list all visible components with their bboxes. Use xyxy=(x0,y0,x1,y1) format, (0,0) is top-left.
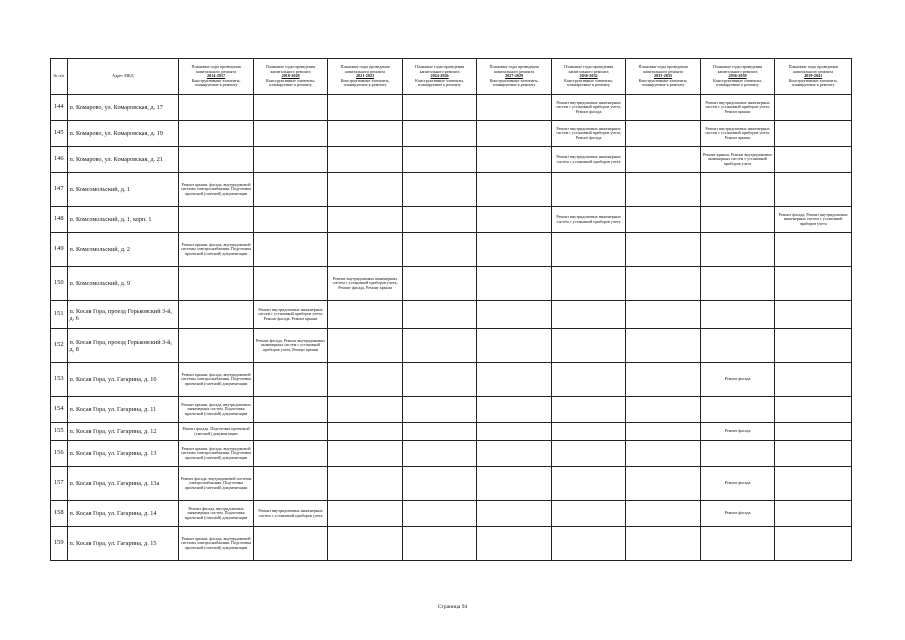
repair-works-cell xyxy=(477,329,552,363)
row-number: 156 xyxy=(51,441,68,467)
repair-works-cell xyxy=(328,363,403,397)
row-number: 150 xyxy=(51,267,68,301)
table-row xyxy=(51,173,852,207)
column-header-period xyxy=(775,59,852,95)
repair-works-cell: Ремонт фасада xyxy=(700,423,775,441)
repair-works-cell xyxy=(551,173,626,207)
repair-works-cell: Ремонт фасада, Ремонт внутридомовых инженерных систем с установкой приборов учета, Ремонт крыши xyxy=(253,329,328,363)
repair-works-cell xyxy=(402,121,477,147)
row-address: п. Косая Гора, ул. Гагарина, д. 13а xyxy=(67,467,179,501)
repair-works-cell xyxy=(477,121,552,147)
repair-works-cell: Ремонт внутридомовых инженерных систем с установкой приборов учета xyxy=(253,501,328,527)
column-header-period xyxy=(477,59,552,95)
repair-works-cell xyxy=(700,301,775,329)
repair-works-cell xyxy=(328,121,403,147)
row-address: п. Комарово, ул. Комаровская, д. 21 xyxy=(67,147,179,173)
repair-works-cell xyxy=(253,363,328,397)
row-number: 155 xyxy=(51,423,68,441)
repair-works-cell xyxy=(402,397,477,423)
repair-works-cell: Ремонт внутридомовых инженерных систем с установкой приборов учета, Ремонт фасада, Ремонт крыши xyxy=(328,267,403,301)
repair-works-cell xyxy=(253,527,328,561)
repair-works-cell xyxy=(253,267,328,301)
repair-works-cell xyxy=(626,173,701,207)
repair-works-cell xyxy=(775,527,852,561)
repair-works-cell xyxy=(775,501,852,527)
repair-works-cell xyxy=(775,121,852,147)
repair-works-cell xyxy=(328,467,403,501)
repair-works-cell xyxy=(551,441,626,467)
table-body xyxy=(51,95,852,561)
row-address: п. Косая Гора, ул. Гагарина, д. 10 xyxy=(67,363,179,397)
repair-works-cell xyxy=(626,267,701,301)
repair-works-cell: Ремонт крыши, Ремонт внутридомовых инженерных систем с установкой приборов учета xyxy=(700,147,775,173)
repair-works-cell xyxy=(328,441,403,467)
row-number: 147 xyxy=(51,173,68,207)
repair-works-cell xyxy=(775,95,852,121)
row-address: п. Косая Гора, ул. Гагарина, д. 15 xyxy=(67,527,179,561)
repair-works-cell xyxy=(551,301,626,329)
row-address: п. Косая Гора, ул. Гагарина, д. 13 xyxy=(67,441,179,467)
repair-works-cell: Ремонт крыши, фасада, внутридомовой системы электроснабжения. Подготовка проектной (сметной) документации xyxy=(179,363,254,397)
repair-works-cell xyxy=(551,527,626,561)
repair-works-cell xyxy=(626,397,701,423)
column-header-period xyxy=(328,59,403,95)
repair-works-cell xyxy=(328,527,403,561)
repair-works-cell xyxy=(402,441,477,467)
repair-works-cell xyxy=(402,207,477,233)
row-address: п. Косая Гора, ул. Гагарина, д. 12 xyxy=(67,423,179,441)
repair-works-cell xyxy=(551,329,626,363)
repair-works-cell xyxy=(179,207,254,233)
repair-works-cell: Ремонт фасада, внутридомовой системы электроснабжения. Подготовка проектной (сметной) документации xyxy=(179,467,254,501)
repair-works-cell xyxy=(700,173,775,207)
repair-works-cell xyxy=(328,423,403,441)
repair-works-cell xyxy=(328,233,403,267)
table-row xyxy=(51,267,852,301)
repair-works-cell xyxy=(775,147,852,173)
table-row xyxy=(51,363,852,397)
period-years: 2033-2035 xyxy=(653,73,673,79)
column-header-period xyxy=(179,59,254,95)
column-header-period xyxy=(700,59,775,95)
repair-works-cell xyxy=(626,233,701,267)
row-address: п. Комсомольский, д. 1, корп. 1 xyxy=(67,207,179,233)
row-address: п. Косая Гора, проезд Горьковский 3-й, д. 8 xyxy=(67,329,179,363)
repair-works-cell xyxy=(402,301,477,329)
repair-works-cell xyxy=(253,423,328,441)
repair-works-cell xyxy=(402,95,477,121)
column-header-period xyxy=(402,59,477,95)
repair-works-cell xyxy=(477,363,552,397)
row-address: п. Комсомольский, д. 9 xyxy=(67,267,179,301)
row-address: п. Комсомольский, д. 2 xyxy=(67,233,179,267)
row-number: 159 xyxy=(51,527,68,561)
row-number: 158 xyxy=(51,501,68,527)
repair-works-cell: Ремонт крыши, фасада, внутридомовой системы электроснабжения. Подготовка проектной (сметной) документации xyxy=(179,233,254,267)
repair-works-cell xyxy=(551,501,626,527)
repair-works-cell xyxy=(551,423,626,441)
repair-works-cell xyxy=(402,329,477,363)
period-years: 2036-2038 xyxy=(728,73,747,79)
period-title: Плановые годы проведения капитального ремонта xyxy=(712,64,763,74)
period-years: 2039-2041 xyxy=(804,73,823,79)
repair-works-cell xyxy=(477,397,552,423)
repair-works-cell xyxy=(402,363,477,397)
row-number: 146 xyxy=(51,147,68,173)
repair-works-cell: Ремонт внутридомовых инженерных систем с установкой приборов учета, Ремонт фасада, Ремонт крыши xyxy=(253,301,328,329)
repair-works-cell xyxy=(775,301,852,329)
repair-works-cell xyxy=(402,267,477,301)
row-address: п. Комарово, ул. Комаровская, д. 19 xyxy=(67,121,179,147)
period-subtitle: Конструктивные элементы, планируемые к ремонту xyxy=(340,77,390,88)
repair-works-cell xyxy=(253,397,328,423)
repair-works-cell xyxy=(700,397,775,423)
repair-works-cell xyxy=(477,527,552,561)
repair-works-cell: Ремонт крыши, фасада, внутридомовой системы электроснабжения. Подготовка проектной (сметной) документации xyxy=(179,441,254,467)
repair-works-cell xyxy=(477,95,552,121)
repair-works-cell: Ремонт крыши, фасада, внутридомовой системы электроснабжения. Подготовка проектной (сметной) документации xyxy=(179,527,254,561)
page-number: Страница 94 xyxy=(437,604,468,610)
repair-works-cell xyxy=(179,121,254,147)
repair-works-cell xyxy=(775,423,852,441)
repair-works-cell xyxy=(626,501,701,527)
period-years: 2018-2020 xyxy=(281,73,300,79)
column-header-period xyxy=(253,59,328,95)
repair-works-cell xyxy=(402,173,477,207)
repair-works-cell xyxy=(700,207,775,233)
capital-repair-table xyxy=(50,58,852,561)
repair-works-cell xyxy=(626,207,701,233)
repair-works-cell xyxy=(328,301,403,329)
repair-works-cell xyxy=(626,147,701,173)
repair-works-cell xyxy=(179,147,254,173)
repair-works-cell xyxy=(626,423,701,441)
repair-works-cell xyxy=(402,423,477,441)
repair-works-cell xyxy=(626,441,701,467)
table-row xyxy=(51,423,852,441)
row-address: п. Комарово, ул. Комаровская, д. 17 xyxy=(67,95,179,121)
repair-works-cell xyxy=(402,233,477,267)
table-row xyxy=(51,527,852,561)
period-subtitle: Конструктивные элементы, планируемые к ремонту xyxy=(713,77,762,88)
column-header-period xyxy=(626,59,701,95)
period-subtitle: Конструктивные элементы, планируемые к ремонту xyxy=(489,77,539,88)
repair-works-cell: Ремонт внутридомовых инженерных систем с установкой приборов учета, Ремонт крыши xyxy=(700,121,775,147)
column-header-period xyxy=(551,59,626,95)
row-number: 149 xyxy=(51,233,68,267)
repair-works-cell xyxy=(775,467,852,501)
row-number: 152 xyxy=(51,329,68,363)
row-number: 148 xyxy=(51,207,68,233)
period-years: 2030-2032 xyxy=(579,73,598,79)
table-row xyxy=(51,95,852,121)
repair-works-cell xyxy=(775,329,852,363)
row-number: 153 xyxy=(51,363,68,397)
repair-works-cell xyxy=(477,147,552,173)
period-years: 2021-2023 xyxy=(355,73,375,79)
period-subtitle: Конструктивные элементы, планируемые к ремонту xyxy=(788,77,838,88)
repair-works-cell xyxy=(477,467,552,501)
repair-works-cell xyxy=(179,301,254,329)
repair-works-cell xyxy=(179,329,254,363)
period-years: 2014-2017 xyxy=(206,73,226,79)
repair-works-cell xyxy=(775,397,852,423)
repair-works-cell xyxy=(551,397,626,423)
table-row xyxy=(51,233,852,267)
repair-works-cell xyxy=(477,173,552,207)
repair-works-cell xyxy=(477,301,552,329)
repair-works-cell xyxy=(775,267,852,301)
repair-works-cell xyxy=(328,207,403,233)
repair-works-cell xyxy=(775,233,852,267)
table-row xyxy=(51,147,852,173)
repair-works-cell xyxy=(179,267,254,301)
table-row xyxy=(51,121,852,147)
repair-works-cell: Ремонт крыши, фасада, внутридомовой системы электроснабжения. Подготовка проектной (сметной) документации xyxy=(179,173,254,207)
table-row xyxy=(51,467,852,501)
repair-works-cell xyxy=(775,441,852,467)
repair-works-cell xyxy=(700,441,775,467)
repair-works-cell xyxy=(328,173,403,207)
table-row xyxy=(51,441,852,467)
table-row xyxy=(51,301,852,329)
period-subtitle: Конструктивные элементы, планируемые к ремонту xyxy=(266,77,315,88)
table-row xyxy=(51,397,852,423)
repair-works-cell xyxy=(775,363,852,397)
repair-works-cell: Ремонт фасада, внутридомовых инженерных систем. Подготовка проектной (сметной) документации xyxy=(179,501,254,527)
repair-works-cell xyxy=(477,423,552,441)
period-title: Плановые годы проведения капитального ремонта xyxy=(340,64,390,74)
repair-works-cell xyxy=(179,95,254,121)
repair-works-cell xyxy=(253,121,328,147)
repair-works-cell: Ремонт фасада xyxy=(700,363,775,397)
repair-works-cell xyxy=(700,329,775,363)
period-title: Плановые годы проведения капитального ремонта xyxy=(563,64,614,74)
repair-works-cell xyxy=(551,467,626,501)
repair-works-cell: Ремонт фасада xyxy=(700,467,775,501)
row-number: 144 xyxy=(51,95,68,121)
repair-works-cell xyxy=(626,301,701,329)
repair-works-cell: Ремонт фасада xyxy=(700,501,775,527)
repair-works-cell xyxy=(551,267,626,301)
period-title: Плановые годы проведения капитального ремонта xyxy=(489,64,539,74)
repair-works-cell: Ремонт внутридомовых инженерных систем с установкой приборов учета, Ремонт крыши xyxy=(700,95,775,121)
row-number: 151 xyxy=(51,301,68,329)
row-number: 145 xyxy=(51,121,68,147)
row-number: 157 xyxy=(51,467,68,501)
repair-works-cell xyxy=(626,329,701,363)
period-subtitle: Конструктивные элементы, планируемые к ремонту xyxy=(415,77,464,88)
repair-works-cell xyxy=(328,329,403,363)
row-number: 154 xyxy=(51,397,68,423)
period-subtitle: Конструктивные элементы, планируемые к ремонту xyxy=(638,77,688,88)
repair-works-cell xyxy=(402,501,477,527)
repair-works-cell: Ремонт фасада. Подготовка проектной (сметной) документации xyxy=(179,423,254,441)
repair-works-cell xyxy=(402,467,477,501)
table-row xyxy=(51,501,852,527)
repair-works-cell xyxy=(253,467,328,501)
repair-works-cell: Ремонт крыши, фасада, внутридомовых инженерных систем. Подготовка проектной (сметной) документации xyxy=(179,397,254,423)
repair-works-cell xyxy=(328,95,403,121)
table-row xyxy=(51,207,852,233)
period-subtitle: Конструктивные элементы, планируемые к ремонту xyxy=(191,77,241,88)
repair-works-cell xyxy=(626,527,701,561)
column-header-number: № п/п xyxy=(51,59,68,95)
repair-works-cell xyxy=(700,527,775,561)
row-address: п. Косая Гора, ул. Гагарина, д. 14 xyxy=(67,501,179,527)
repair-works-cell xyxy=(253,173,328,207)
repair-works-cell xyxy=(700,233,775,267)
repair-works-cell xyxy=(477,233,552,267)
row-address: п. Косая Гора, проезд Горьковский 3-й, д. 6 xyxy=(67,301,179,329)
repair-works-cell xyxy=(253,441,328,467)
period-title: Плановые годы проведения капитального ремонта xyxy=(191,64,241,74)
repair-works-cell xyxy=(626,95,701,121)
row-address: п. Комсомольский, д. 1 xyxy=(67,173,179,207)
repair-works-cell xyxy=(477,207,552,233)
repair-works-cell xyxy=(477,501,552,527)
column-header-address: Адрес МКД xyxy=(67,59,179,95)
repair-works-cell xyxy=(477,267,552,301)
row-address: п. Косая Гора, ул. Гагарина, д. 11 xyxy=(67,397,179,423)
period-title: Плановые годы проведения капитального ремонта xyxy=(265,64,316,74)
period-title: Плановые годы проведения капитального ремонта xyxy=(414,64,465,74)
repair-works-cell xyxy=(700,267,775,301)
repair-works-cell xyxy=(402,147,477,173)
table-row xyxy=(51,329,852,363)
repair-works-cell xyxy=(477,441,552,467)
period-years: 2027-2029 xyxy=(504,73,524,79)
repair-works-cell xyxy=(626,363,701,397)
repair-works-cell xyxy=(328,397,403,423)
repair-works-cell xyxy=(551,363,626,397)
period-subtitle: Конструктивные элементы, планируемые к ремонту xyxy=(564,77,613,88)
period-title: Плановые годы проведения капитального ремонта xyxy=(788,64,838,74)
repair-works-cell xyxy=(253,95,328,121)
repair-works-cell xyxy=(626,121,701,147)
repair-works-cell: Ремонт фасада, Ремонт внутридомовых инженерных систем с установкой приборов учета xyxy=(775,207,852,233)
repair-works-cell: Ремонт внутридомовых инженерных систем с установкой приборов учета, Ремонт фасада xyxy=(551,95,626,121)
repair-works-cell xyxy=(328,501,403,527)
repair-works-cell: Ремонт внутридомовых инженерных систем с установкой приборов учета xyxy=(551,147,626,173)
repair-works-cell xyxy=(253,147,328,173)
period-title: Плановые годы проведения капитального ремонта xyxy=(638,64,688,74)
repair-works-cell xyxy=(551,233,626,267)
repair-works-cell xyxy=(775,173,852,207)
table-header xyxy=(51,59,852,95)
repair-works-cell xyxy=(328,147,403,173)
repair-works-cell xyxy=(253,233,328,267)
repair-works-cell xyxy=(626,467,701,501)
repair-works-cell: Ремонт внутридомовых инженерных систем с установкой приборов учета xyxy=(551,207,626,233)
repair-works-cell xyxy=(253,207,328,233)
period-years: 2024-2026 xyxy=(430,73,449,79)
repair-works-cell: Ремонт внутридомовых инженерных систем с установкой приборов учета, Ремонт фасада xyxy=(551,121,626,147)
repair-works-cell xyxy=(402,527,477,561)
